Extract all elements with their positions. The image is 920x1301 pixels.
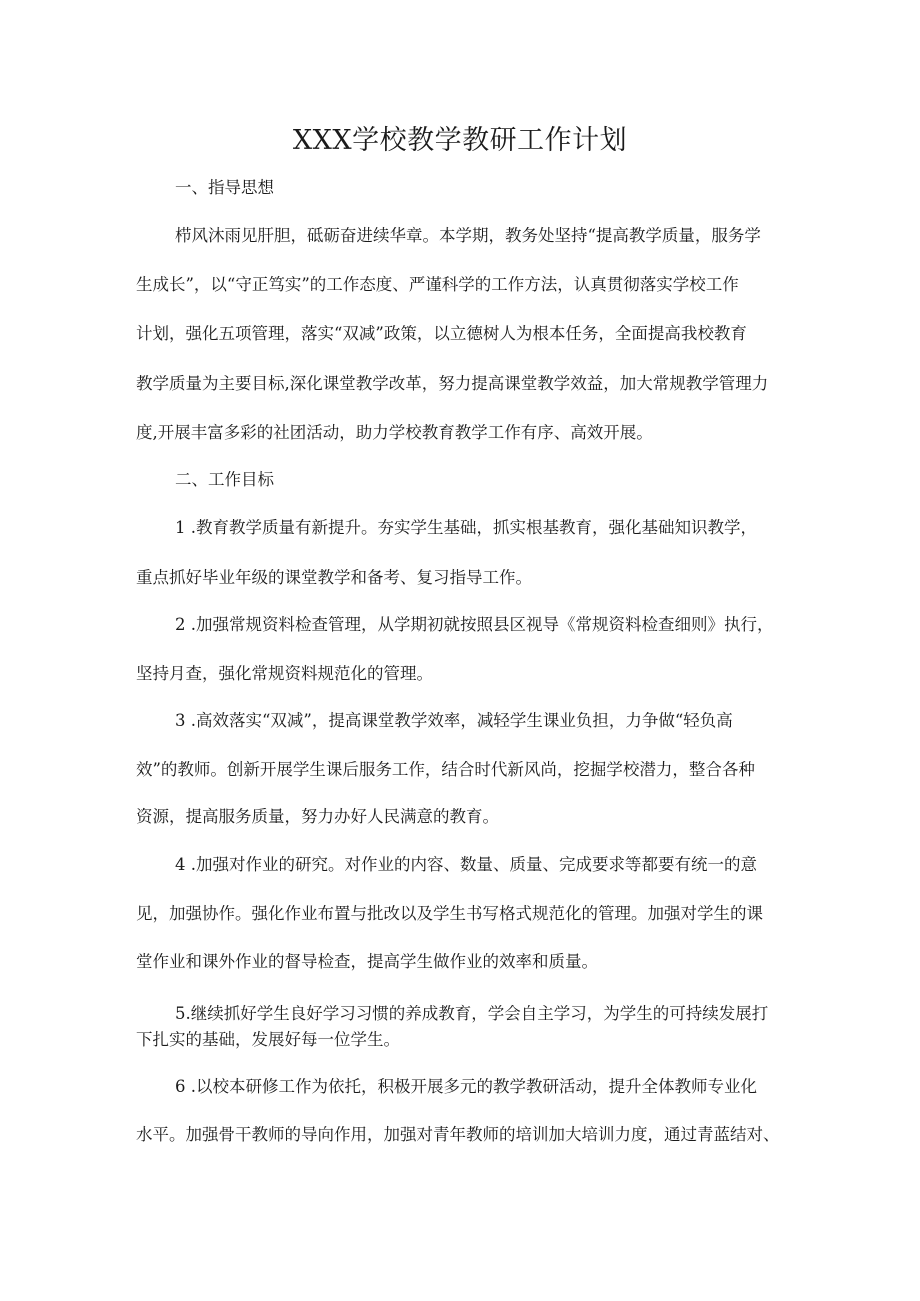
list-item-line: 资源，提高服务质量，努力办好人民满意的教育。 [136,807,499,826]
list-item-line: 堂作业和课外作业的督导检查，提高学生做作业的效率和质量。 [136,952,598,971]
list-item-line: 效”的教师。创新开展学生课后服务工作，结合时代新风尚，挖掘学校潜力，整合各种 [136,760,755,779]
list-item-line: 重点抓好毕业年级的课堂教学和备考、复习指导工作。 [136,568,532,587]
list-item-line: 1 .教育教学质量有新提升。夯实学生基础，抓实根基教育，强化基础知识教学， [175,518,757,537]
list-item-line: 下扎实的基础，发展好每一位学生。 [136,1030,400,1049]
list-item-line: 坚持月查，强化常规资料规范化的管理。 [136,664,433,683]
list-item-line: 4 .加强对作业的研究。对作业的内容、数量、质量、完成要求等都要有统一的意 [175,855,757,874]
paragraph-line: 教学质量为主要目标,深化课堂教学改革，努力提高课堂教学效益，加大常规教学管理力 [136,374,769,393]
paragraph-line: 栉风沐雨见肝胆，砥砺奋进续华章。本学期，教务处坚持“提高教学质量，服务学 [175,226,761,245]
section-heading-guiding-ideology: 一、指导思想 [175,178,274,197]
paragraph-line: 度,开展丰富多彩的社团活动，助力学校教育教学工作有序、高效开展。 [136,423,653,442]
section-heading-work-goals: 二、工作目标 [175,470,274,489]
list-item-line: 3 .高效落实“双减”，提高课堂教学效率，减轻学生课业负担，力争做“轻负高 [175,711,733,730]
list-item-line: 见，加强协作。强化作业布置与批改以及学生书写格式规范化的管理。加强对学生的课 [136,904,763,923]
paragraph-line: 生成长”，以“守正笃实”的工作态度、严谨科学的工作方法，认真贯彻落实学校工作 [136,275,739,294]
list-item-line: 6 .以校本研修工作为依托，积极开展多元的教学教研活动，提升全体教师专业化 [175,1077,757,1096]
paragraph-line: 计划，强化五项管理，落实“双减”政策，以立德树人为根本任务，全面提高我校教育 [136,324,747,343]
list-item-line: 2 .加强常规资料检查管理，从学期初就按照县区视导《常规资料检查细则》执行， [175,615,774,634]
list-item-line: 水平。加强骨干教师的导向作用，加强对青年教师的培训加大培训力度，通过青蓝结对、 [136,1125,780,1144]
document-title: XXX学校教学教研工作计划 [292,125,628,156]
list-item-line: 5.继续抓好学生良好学习习惯的养成教育，学会自主学习，为学生的可持续发展打 [175,1004,769,1023]
